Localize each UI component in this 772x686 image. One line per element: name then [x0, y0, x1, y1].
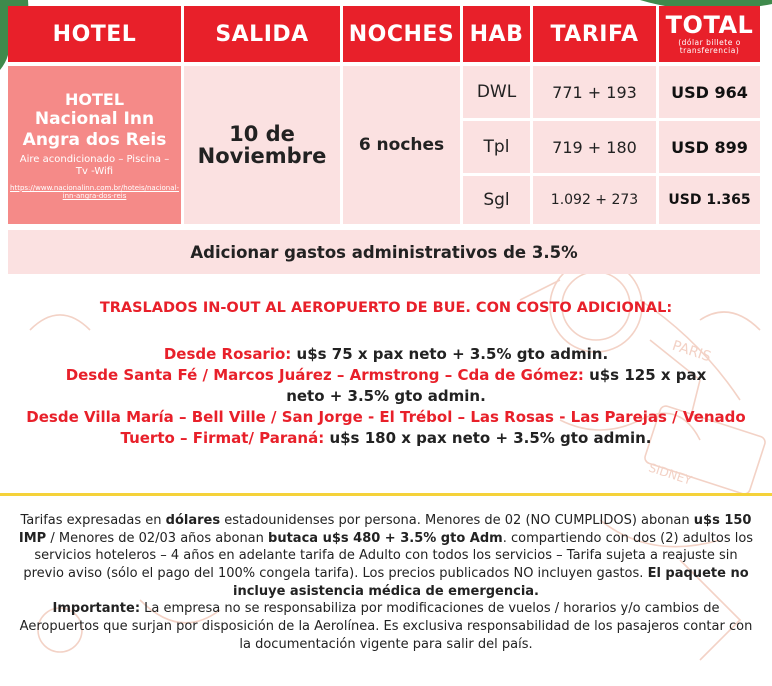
nights-cell	[343, 66, 460, 224]
header-total-note: (dólar billete o transferencia)	[678, 37, 741, 55]
transfer-line-rosario	[0, 344, 772, 365]
terms-text: Tarifas expresadas en	[20, 513, 166, 528]
transfers-section	[0, 300, 772, 449]
total-cell	[659, 121, 760, 173]
header-rate: TARIFA	[533, 6, 656, 62]
transfer-line-santa-fe	[0, 365, 772, 407]
rate-value: 719 + 180	[552, 137, 637, 157]
departure-date-line1: 10 de	[229, 121, 295, 146]
rate-value: 1.092 + 273	[550, 192, 639, 208]
room-type-cell	[463, 121, 530, 173]
transfer-origin: Desde Santa Fé / Marcos Juárez – Armstrong – Cda de Gómez:	[65, 366, 584, 384]
terms-notes	[0, 512, 772, 653]
terms-paragraph	[18, 512, 754, 600]
rate-value: 771 + 193	[552, 82, 637, 102]
important-paragraph	[18, 600, 754, 653]
transfers-lines	[0, 344, 772, 449]
important-text: La empresa no se responsabiliza por modificaciones de vuelos / horarios y/o cambios de Aeropuertos que surjan por disposición de la Aerolínea. Es exclusiva responsabilidad de los pasajeros contar con la documentación vigente para salir del país.	[19, 601, 753, 652]
terms-text: / Menores de 02/03 años abonan	[46, 530, 269, 546]
section-divider	[0, 493, 772, 496]
header-total	[659, 6, 760, 62]
total-cell	[659, 66, 760, 118]
departure-cell	[184, 66, 340, 224]
transfer-origin: Desde Rosario:	[163, 345, 292, 363]
header-nights: NOCHES	[343, 6, 460, 62]
total-value: USD 899	[671, 137, 748, 157]
total-cell	[659, 176, 760, 224]
transfers-title: TRASLADOS IN-OUT AL AEROPUERTO DE BUE. CON COSTO ADICIONAL:	[99, 300, 673, 316]
hotel-name-line1: HOTEL	[64, 89, 125, 109]
transfer-line-villa-maria	[0, 407, 772, 449]
departure-date-line2: Noviembre	[197, 144, 327, 168]
hotel-url-link[interactable]: https://www.nacionalinn.com.br/hoteis/nacional-inn-angra-dos-reis	[10, 183, 179, 200]
terms-text: estadounidenses por persona. Menores de 02 (NO CUMPLIDOS) abonan	[220, 513, 694, 528]
hotel-name-line3: Angra dos Reis	[22, 129, 167, 150]
room-type: Sgl	[483, 190, 510, 210]
nights-value: 6 noches	[358, 135, 445, 155]
room-type-cell	[463, 66, 530, 118]
terms-bold: dólares	[165, 513, 221, 528]
admin-fee-row: Adicionar gastos administrativos de 3.5%	[8, 230, 760, 274]
header-departure: SALIDA	[184, 6, 340, 62]
paris-doodle-text: PARIS	[670, 337, 713, 366]
total-value: USD 964	[671, 82, 748, 102]
terms-bold: u$s 150 IMP	[18, 513, 752, 546]
hotel-amenities: Aire acondicionado – Piscina –Tv -Wifi	[19, 153, 170, 177]
sidney-doodle-text: SIDNEY	[646, 460, 694, 488]
header-hotel: HOTEL	[8, 6, 181, 62]
terms-text: . compartiendo con dos (2) adultos los servicios hoteleros – 4 años en adelante tarifa de Adulto con todos los servicios – Tarifa sujeta a reajuste sin previo aviso (sólo el pago del 100% congela tarifa). Los precios publicados NO incluyen gastos.	[23, 530, 754, 582]
transfer-price: u$s 125 x pax neto + 3.5% gto admin.	[286, 366, 707, 405]
header-room: HAB	[463, 6, 530, 62]
total-value: USD 1.365	[668, 192, 751, 208]
rate-cell	[533, 176, 656, 224]
rate-cell	[533, 121, 656, 173]
rate-cell	[533, 66, 656, 118]
hotel-cell	[8, 66, 181, 224]
hotel-name-line2: Nacional Inn	[34, 109, 155, 130]
terms-bold: butaca u$s 480 + 3.5% gto Adm	[268, 530, 503, 546]
room-type-cell	[463, 176, 530, 224]
room-type: DWL	[476, 82, 517, 102]
header-total-label: TOTAL	[665, 10, 754, 39]
transfer-origin: Desde Villa María – Bell Ville / San Jorge - El Trébol – Las Rosas - Las Parejas / Venado Tuerto – Firmat/ Paraná:	[26, 408, 746, 447]
room-type: Tpl	[483, 137, 510, 157]
transfer-price: u$s 75 x pax neto + 3.5% gto admin.	[296, 345, 609, 363]
transfer-price: u$s 180 x pax neto + 3.5% gto admin.	[329, 429, 652, 447]
important-label: Importante:	[52, 601, 141, 617]
terms-bold: El paquete no incluye asistencia médica de emergencia.	[232, 566, 749, 599]
